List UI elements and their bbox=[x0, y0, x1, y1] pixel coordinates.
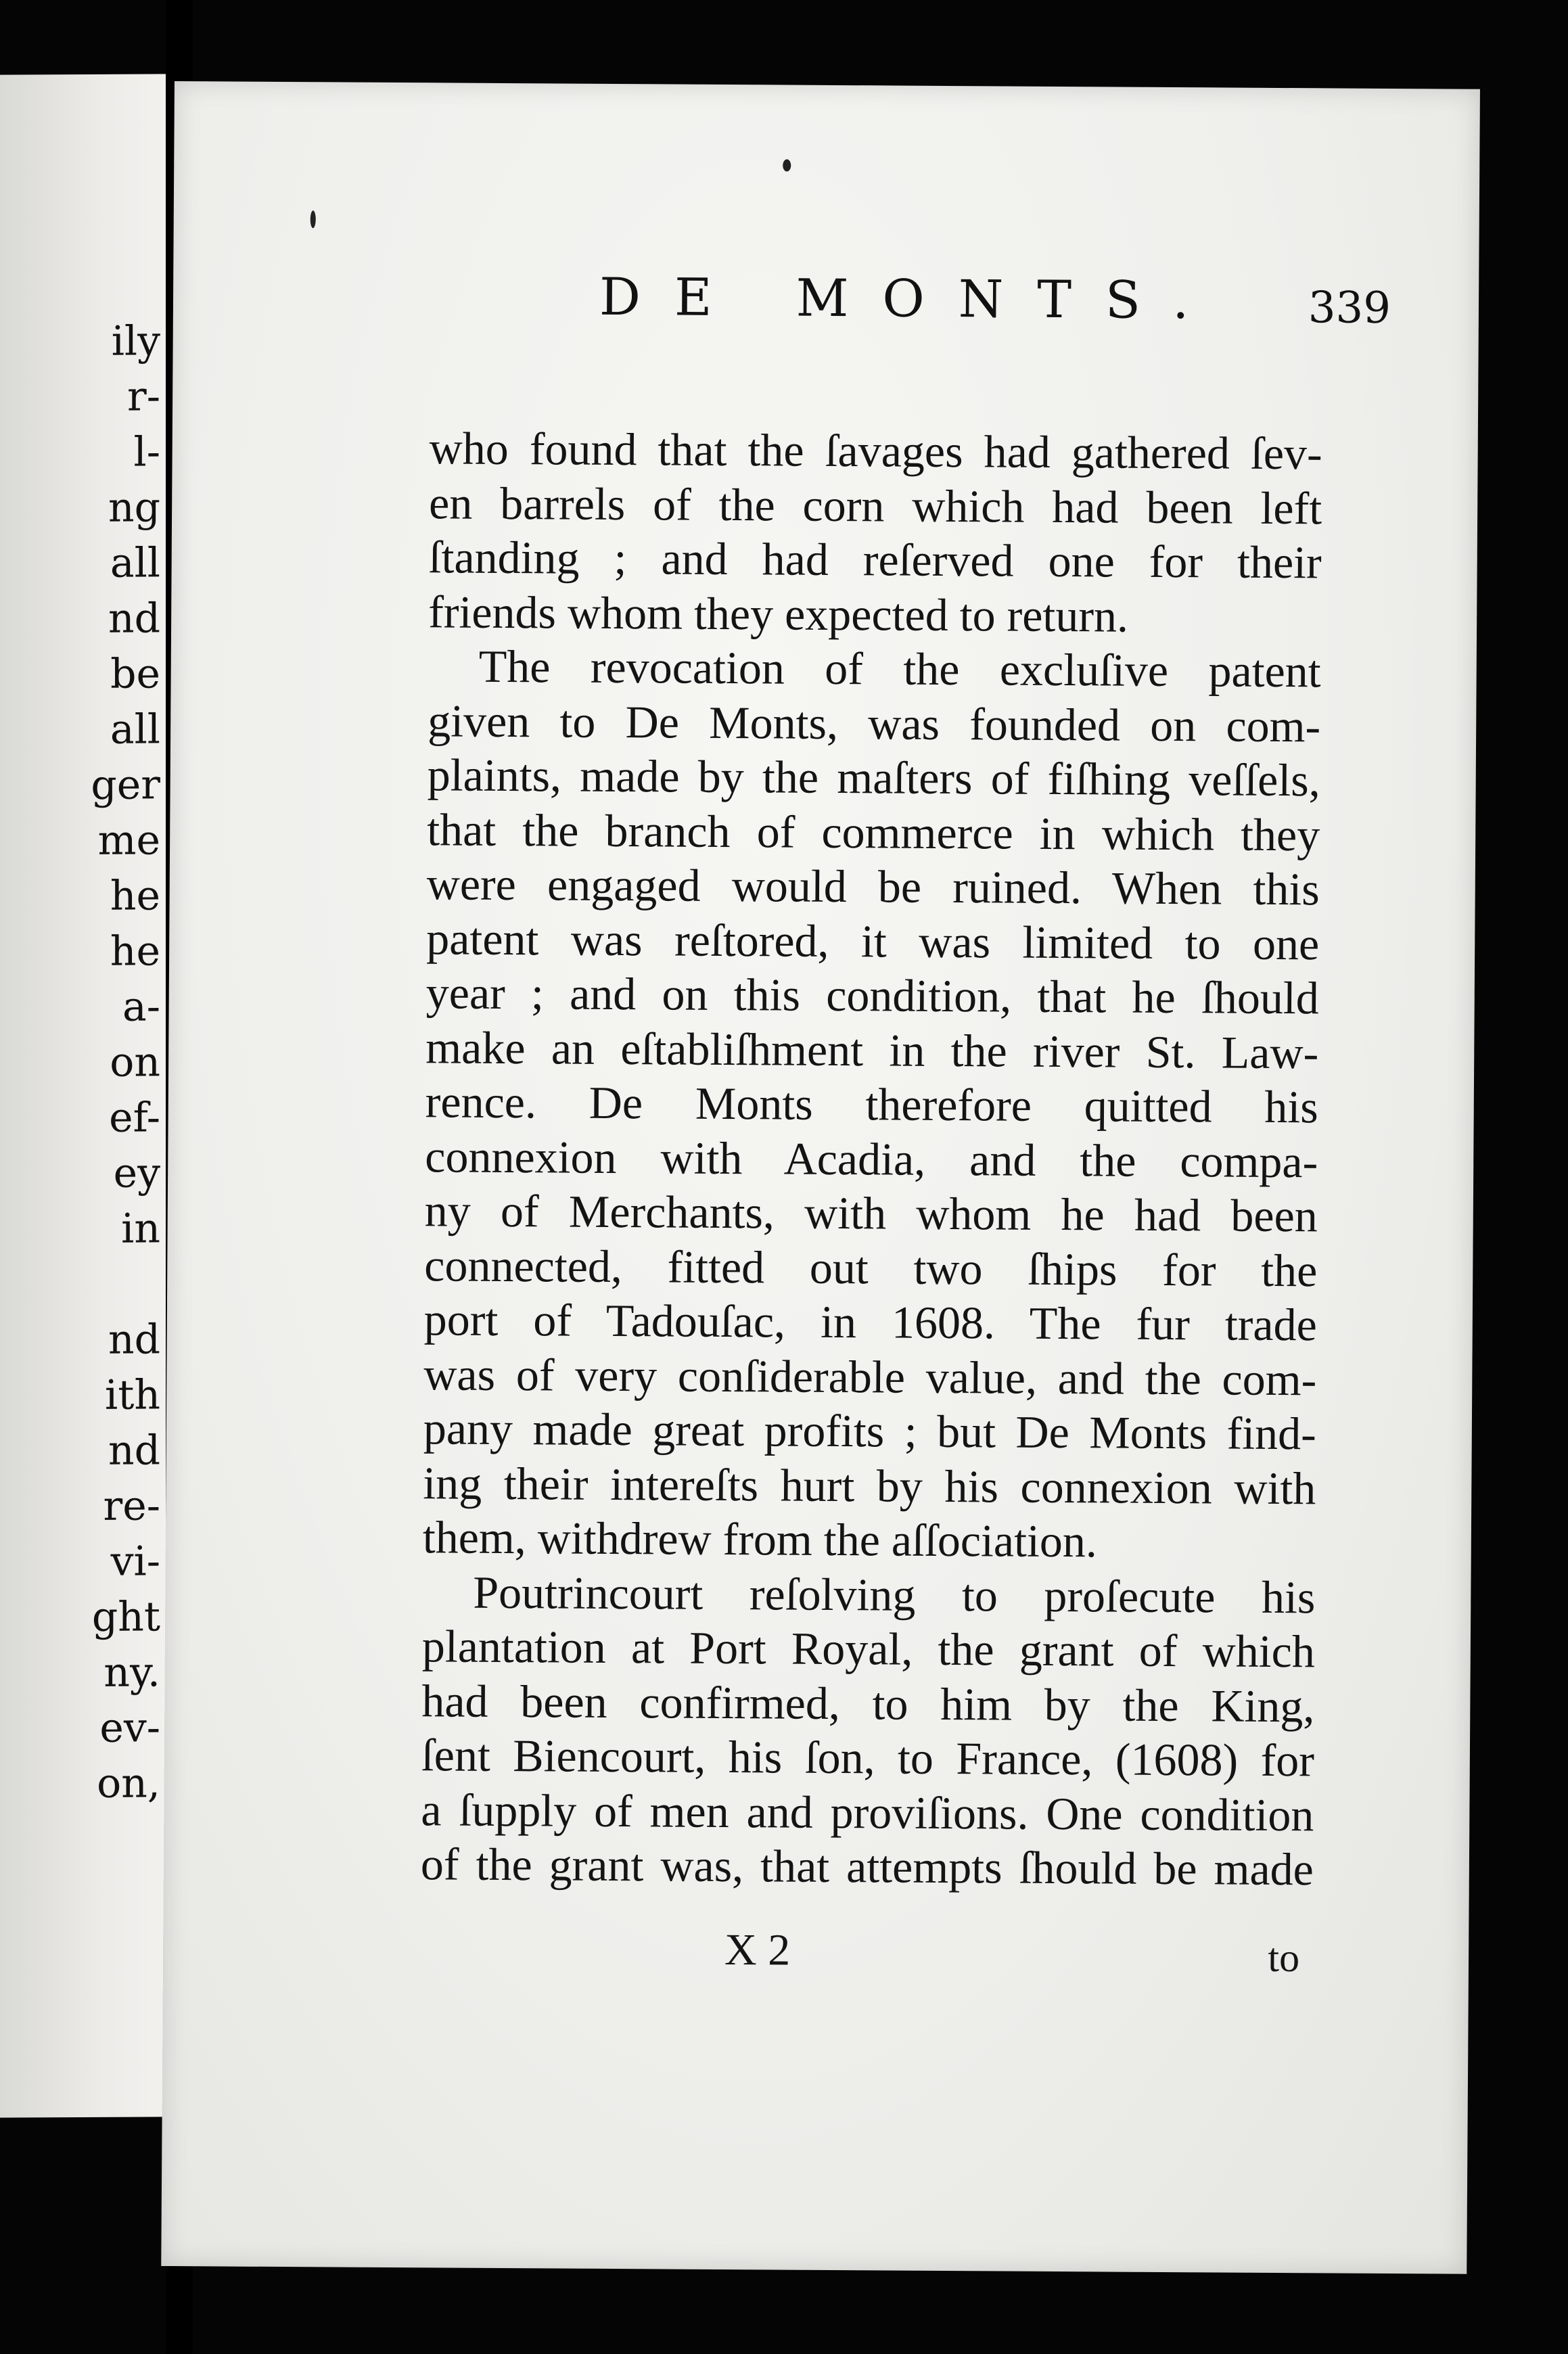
text-line: The revocation of the excluſive patent bbox=[478, 640, 1321, 697]
fragment-line: ey bbox=[113, 1149, 160, 1197]
text-line: connexion with Acadia, and the compa- bbox=[425, 1130, 1318, 1187]
fragment-line: ev- bbox=[99, 1704, 160, 1752]
fragment-line: ny. bbox=[103, 1648, 160, 1697]
text-line: Poutrincourt reſolving to proſecute his bbox=[473, 1566, 1316, 1623]
catchword: to bbox=[1268, 1935, 1300, 1981]
text-line: rence. De Monts therefore quitted his bbox=[425, 1076, 1319, 1133]
text-line: that the branch of commerce in which they bbox=[427, 803, 1320, 860]
fragment-line: ef- bbox=[109, 1094, 160, 1142]
text-line: them, withdrew from the aſſociation. bbox=[422, 1511, 1098, 1567]
text-line: was of very conſiderable value, and the com- bbox=[423, 1347, 1317, 1405]
text-line: of the grant was, that attempts ſhould be made bbox=[420, 1838, 1314, 1895]
running-head: DE MONTS. bbox=[599, 266, 1223, 331]
fragment-line: ght bbox=[91, 1593, 160, 1641]
page-header bbox=[376, 265, 1391, 359]
text-line: ing their intereſts hurt by his connexion with bbox=[423, 1456, 1316, 1514]
fragment-line: ith bbox=[105, 1371, 160, 1419]
text-line: en barrels of the corn which had been left bbox=[428, 476, 1322, 534]
text-line: had been confirmed, to him by the King, bbox=[421, 1674, 1315, 1732]
fragment-line: me bbox=[97, 816, 160, 864]
fragment-line: re- bbox=[103, 1482, 160, 1530]
fragment-line: l- bbox=[133, 428, 160, 476]
fragment-line: he bbox=[110, 872, 160, 920]
text-line: year ; and on this condition, that he ſhould bbox=[425, 967, 1319, 1024]
page-number: 339 bbox=[1308, 283, 1391, 333]
book-page bbox=[161, 81, 1480, 2274]
text-line: friends whom they expected to return. bbox=[428, 585, 1129, 642]
text-line: ſtanding ; and had reſerved one for their bbox=[428, 531, 1322, 588]
text-line: plantation at Port Royal, the grant of which bbox=[421, 1620, 1316, 1678]
text-line: were engaged would be ruined. When this bbox=[426, 858, 1320, 915]
text-line: a ſupply of men and proviſions. One condition bbox=[421, 1783, 1314, 1841]
ink-speck bbox=[310, 210, 316, 228]
fragment-line: ng bbox=[108, 484, 160, 532]
fragment-line: r- bbox=[127, 373, 160, 421]
facing-page-fragments bbox=[0, 317, 166, 1807]
fragment-line: a- bbox=[122, 983, 160, 1031]
fragment-line: ily bbox=[111, 317, 160, 365]
fragment-line: on, bbox=[97, 1759, 160, 1807]
fragment-line: vi- bbox=[110, 1538, 160, 1586]
text-line: given to De Monts, was founded on com- bbox=[428, 694, 1321, 752]
fragment-line: ger bbox=[91, 761, 160, 809]
text-line: patent was reſtored, it was limited to one bbox=[426, 912, 1320, 969]
body-text bbox=[421, 421, 1322, 1897]
fragment-line: he bbox=[110, 927, 160, 975]
text-line: connected, fitted out two ſhips for the bbox=[424, 1239, 1318, 1296]
text-line: who found that the ſavages had gathered ſev- bbox=[429, 422, 1322, 480]
fragment-line: all bbox=[110, 539, 160, 587]
text-line: plaints, made by the maſters of fiſhing veſſels, bbox=[427, 749, 1320, 806]
fragment-line: all bbox=[110, 706, 160, 754]
fragment-line: on bbox=[110, 1038, 160, 1086]
facing-page-edge bbox=[0, 74, 166, 2117]
fragment-line: in bbox=[121, 1205, 160, 1253]
fragment-line: nd bbox=[108, 1427, 160, 1475]
text-line: ſent Biencourt, his ſon, to France, (1608) for bbox=[421, 1729, 1315, 1786]
text-line: pany made great profits ; but De Monts find- bbox=[423, 1402, 1317, 1460]
ink-speck bbox=[783, 159, 791, 171]
text-line: ny of Merchants, with whom he had been bbox=[424, 1184, 1318, 1242]
text-line: port of Tadouſac, in 1608. The fur trade bbox=[423, 1293, 1318, 1351]
text-line: make an eſtabliſhment in the river St. Law- bbox=[425, 1021, 1319, 1078]
fragment-line: be bbox=[110, 650, 160, 698]
signature-mark: X 2 bbox=[724, 1925, 791, 1975]
fragment-line: nd bbox=[108, 595, 160, 643]
fragment-line: nd bbox=[108, 1316, 160, 1364]
page-footer bbox=[366, 1922, 1300, 1995]
